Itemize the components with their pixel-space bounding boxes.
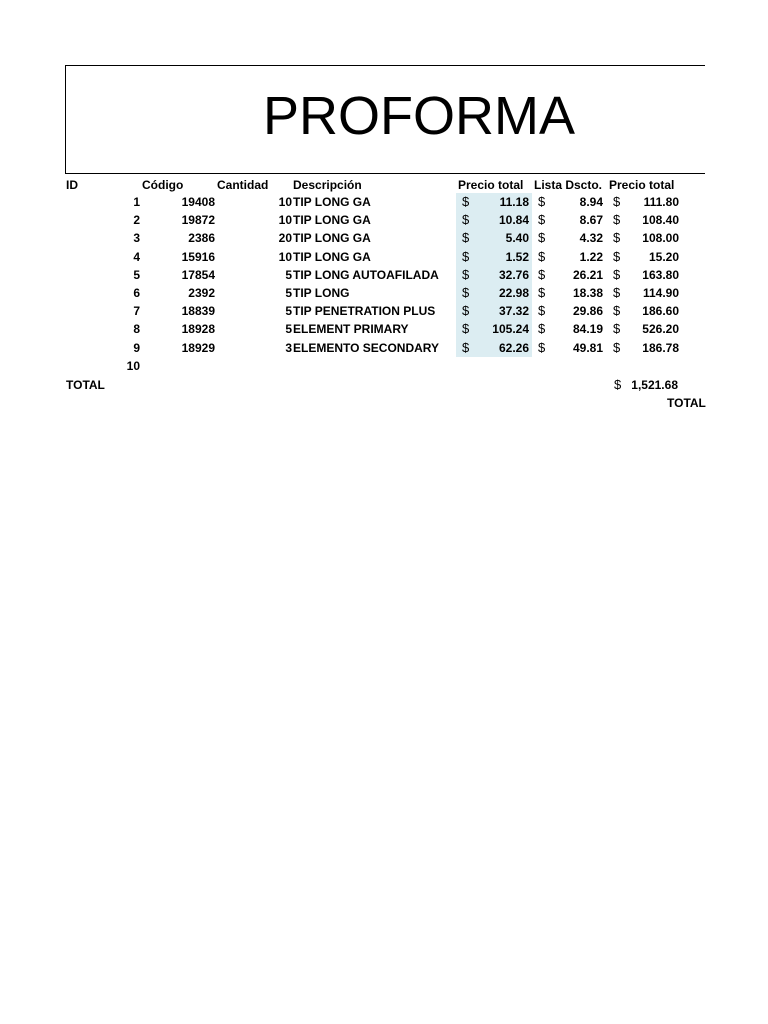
row-dscto: 84.19 [572,322,603,337]
table-row [0,320,768,338]
row-dscto: 18.38 [572,286,603,300]
table-row [0,302,768,320]
row-codigo: 18928 [181,322,215,337]
row-total: 108.40 [642,213,679,228]
total-label: TOTAL [66,378,105,392]
table-row [0,248,768,266]
row-total: 15.20 [648,249,679,264]
page-title: PROFORMA [263,86,576,146]
total-row [0,376,768,394]
row-descripcion: TIP LONG GA [293,195,371,209]
truncated-total-row [0,394,768,412]
row-dscto-currency: $ [538,194,546,209]
row-precio-currency: $ [462,230,470,246]
row-codigo: 19408 [181,195,215,209]
row-total-currency: $ [613,248,621,264]
row-total-currency: $ [613,285,621,300]
row-total-currency: $ [613,194,621,209]
table-row [0,211,768,229]
row-id: 5 [133,267,140,282]
row-codigo: 2386 [188,231,215,246]
row-dscto-currency: $ [538,285,546,300]
row-total-currency: $ [613,339,621,355]
row-descripcion: TIP PENETRATION PLUS [293,304,436,319]
row-total: 526.20 [642,322,679,337]
row-dscto-currency: $ [538,321,546,337]
row-cantidad: 20 [278,231,292,246]
row-id: 2 [133,213,140,228]
header-descripcion: Descripción [293,178,362,192]
truncated-total-label: TOTAL [667,396,706,410]
row-cantidad: 10 [278,213,292,228]
table-row [0,193,768,211]
row-total-currency: $ [613,303,621,319]
row-precio: 105.24 [492,322,529,337]
row-descripcion: TIP LONG [293,286,350,300]
row-total-currency: $ [613,212,621,228]
row-total: 111.80 [643,195,679,209]
row-descripcion: ELEMENT PRIMARY [293,322,409,337]
row-cantidad: 3 [285,340,292,355]
row-dscto: 29.86 [572,304,603,319]
row-precio-currency: $ [462,321,470,337]
row-precio: 22.98 [498,286,529,300]
row-dscto: 26.21 [572,267,603,282]
row-id: 1 [133,195,140,209]
row-total-currency: $ [613,266,621,282]
row-cantidad: 5 [285,286,292,300]
row-precio-currency: $ [462,285,470,300]
table-row [0,357,768,375]
row-id: 6 [133,286,140,300]
row-dscto-currency: $ [538,248,546,264]
header-codigo: Código [142,178,184,192]
row-dscto-currency: $ [538,230,546,246]
row-cantidad: 5 [285,322,292,337]
row-id: 9 [133,340,140,355]
row-dscto-currency: $ [538,212,546,228]
row-precio: 11.18 [499,195,529,209]
header-id: ID [66,178,78,192]
row-descripcion: TIP LONG GA [293,231,371,246]
row-dscto: 8.67 [579,213,603,228]
row-dscto: 1.22 [579,249,603,264]
row-cantidad: 10 [278,249,292,264]
row-id: 3 [133,231,140,246]
row-precio-currency: $ [462,248,470,264]
row-total: 186.78 [642,340,679,355]
row-total: 114.90 [642,286,679,300]
row-dscto: 49.81 [572,340,603,355]
header-precio-total-2: Precio total [609,178,675,192]
row-descripcion: TIP LONG GA [293,213,371,228]
table-row [0,339,768,357]
row-dscto-currency: $ [538,339,546,355]
row-codigo: 15916 [181,249,215,264]
table-row [0,229,768,247]
row-precio: 62.26 [498,340,529,355]
row-id: 4 [133,249,140,264]
row-precio-currency: $ [462,212,470,228]
row-precio-currency: $ [462,194,470,209]
row-precio-currency: $ [462,266,470,282]
row-codigo: 18929 [181,340,215,355]
row-cantidad: 5 [285,304,292,319]
row-precio: 10.84 [498,213,529,228]
row-total-currency: $ [613,321,621,337]
row-codigo: 17854 [181,267,215,282]
row-precio-currency: $ [462,339,470,355]
row-descripcion: TIP LONG GA [293,249,371,264]
table-row [0,284,768,302]
row-dscto-currency: $ [538,303,546,319]
table-row [0,266,768,284]
row-codigo: 18839 [181,304,215,319]
row-total-currency: $ [613,230,621,246]
row-total: 108.00 [642,231,679,246]
header-lista-dscto: Lista Dscto. [534,178,603,192]
row-id: 7 [133,304,140,319]
total-currency: $ [614,377,622,392]
row-precio-currency: $ [462,303,470,319]
row-descripcion: TIP LONG AUTOAFILADA [293,267,439,282]
row-precio: 5.40 [505,231,529,246]
row-cantidad: 5 [285,267,292,282]
row-precio: 37.32 [498,304,529,319]
row-precio: 1.52 [505,249,529,264]
row-total: 186.60 [642,304,679,319]
row-cantidad: 10 [278,195,292,209]
row-dscto: 8.94 [579,195,603,209]
row-dscto-currency: $ [538,266,546,282]
header-cantidad: Cantidad [217,178,269,192]
row-total: 163.80 [642,267,679,282]
row-id: 10 [126,359,140,373]
row-codigo: 2392 [188,286,215,300]
row-precio: 32.76 [498,267,529,282]
row-id: 8 [133,322,140,337]
row-dscto: 4.32 [579,231,603,246]
row-descripcion: ELEMENTO SECONDARY [293,340,440,355]
header-precio-total: Precio total [458,178,524,192]
total-value: 1,521.68 [631,378,678,392]
row-codigo: 19872 [181,213,215,228]
